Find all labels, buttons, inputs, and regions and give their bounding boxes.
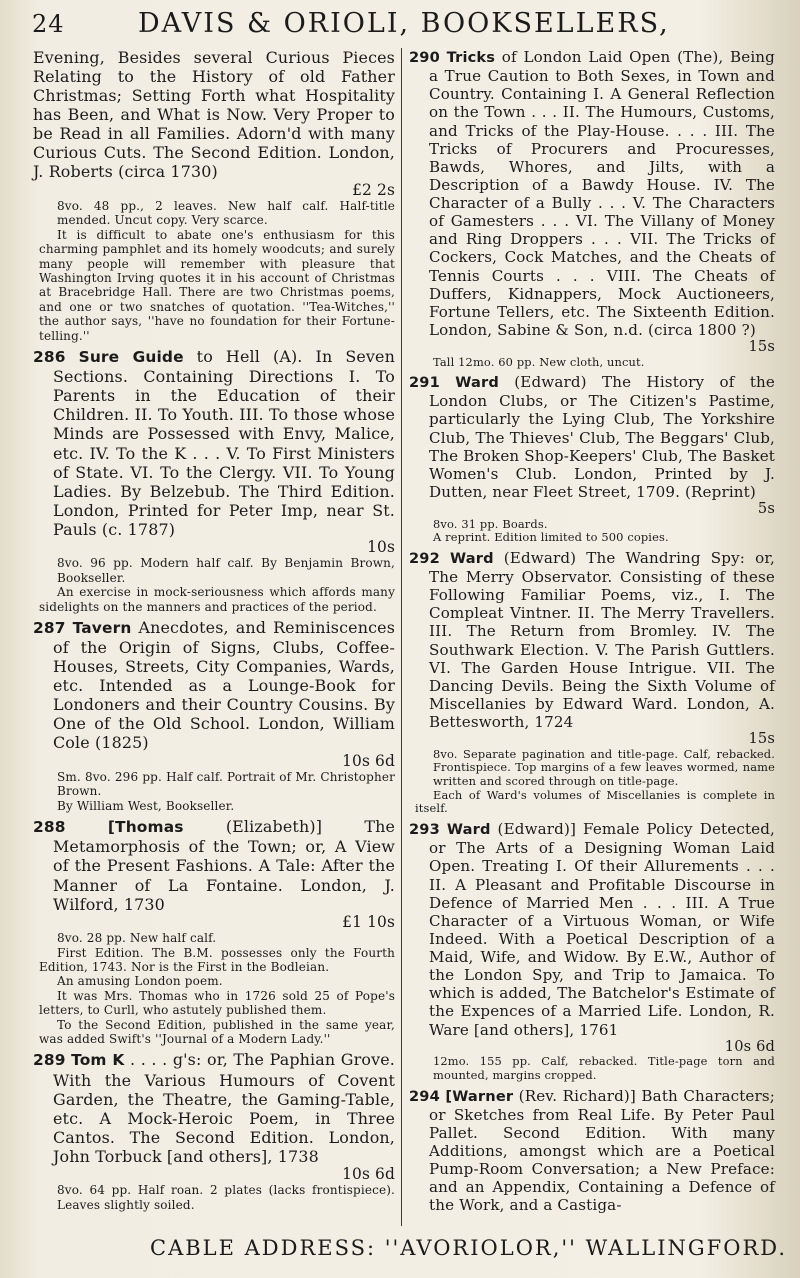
entry-description: Tall 12mo. 60 pp. New cloth, uncut. [433, 354, 645, 369]
entry-290 [409, 48, 775, 369]
entry-commentary: To the Second Edition, published in the same year, was added Swift's ''Journal of a Modern Lady.'' [39, 1017, 395, 1047]
lot-title-text: (Elizabeth)] The Metamorphosis of the Town; or, A View of the Present Fashions. A Tale: After the Manner of La Fontaine. London, J. Wilford, 1730 [53, 817, 396, 914]
entry-price: 5s [757, 500, 775, 518]
entry-description: Sm. 8vo. 296 pp. Half calf. Portrait of Mr. Christopher Brown. [57, 770, 395, 799]
entry-price: 10s [367, 537, 395, 556]
lot-title-text: of London Laid Open (The), Being a True Caution to Both Sexes, in Town and Country. Containing I. A General Reflection on the Town . . . II. The Humours, Customs, and Tricks of the Play-House. . . . III. The Tricks of Procurers and Procuresses, Bawds, Whores, and Jilts, with a Description of a Bawdy House. IV. The Character of a Bully . . . V. The Characters of Gamesters . . . VI. The Villany of Money and Ring Droppers . . . VII. The Tricks of Cockers, Cock Matches, and the Cheats of Tennis Courts . . . VIII. The Cheats of Duffers, Kidnappers, Mock Auctioneers, Fortune Tellers, etc. The Sixteenth Edition. London, Sabine & Son, n.d. (circa 1800 ?) [429, 48, 775, 339]
lot-heading: [Warner [445, 1087, 514, 1105]
entry-description: 8vo. 96 pp. Modern half calf. By Benjamin Brown, Bookseller. [57, 556, 395, 585]
entry-description: 12mo. 155 pp. Calf, rebacked. Title-page torn and mounted, margins cropped. [433, 1054, 775, 1082]
entry-288 [33, 817, 395, 1046]
entry-price: 15s [748, 730, 775, 748]
lot-title-text: Anecdotes, and Reminiscences of the Origin of Signs, Clubs, Coffee-Houses, Streets, City Companies, Wards, etc. Intended as a Lounge-Book for Londoners and their Country Cousins. By One of the Old School. London, William Cole (1825) [53, 618, 396, 753]
entry-description: 8vo. 64 pp. Half roan. 2 plates (lacks frontispiece). Leaves slightly soiled. [57, 1183, 395, 1212]
lot-number: 289 [33, 1051, 66, 1070]
entry-description: 8vo. 48 pp., 2 leaves. New half calf. Half-title mended. Uncut copy. Very scarce. [57, 199, 395, 228]
entry-price: 10s 6d [342, 751, 395, 770]
entry-continued [33, 48, 395, 343]
lot-number: 291 [409, 374, 440, 392]
lot-number: 294 [409, 1087, 440, 1105]
entry-title [33, 347, 395, 539]
lot-title-text: to Hell (A). In Seven Sections. Containing Directions I. To Parents in the Education of their Children. II. To Youth. III. To those whose Minds are Possessed with Envy, Malice, etc. IV. To the K . . . V. To First Ministers of State. VI. To the Clergy. VII. To Young Ladies. By Belzebub. The Third Edition. London, Printed for Peter Imp, near St. Pauls (c. 1787) [53, 347, 395, 539]
entry-291 [409, 373, 775, 545]
lot-title-text: (Edward) The History of the London Clubs, or The Citizen's Pastime, particularly the Lying Club, The Yorkshire Club, The Thieves' Club, The Beggars' Club, The Broken Shop-Keepers' Club, The Basket Women's Club. London, Printed by J. Dutten, near Fleet Street, 1709. (Reprint) [429, 373, 775, 501]
lot-number: 286 [33, 348, 66, 367]
lot-heading: Tom K [71, 1051, 125, 1070]
lot-heading: Ward [455, 374, 499, 392]
entry-description: 8vo. 31 pp. Boards. [433, 516, 548, 531]
entry-287 [33, 618, 395, 813]
lot-heading: Ward [450, 549, 494, 567]
entry-commentary: An amusing London poem. [57, 974, 223, 989]
entry-commentary: It was Mrs. Thomas who in 1726 sold 25 of Pope's letters, to Curll, who astutely published them. [39, 988, 395, 1018]
lot-number: 293 [409, 821, 440, 839]
entry-commentary: It is difficult to abate one's enthusiasm for this charming pamphlet and its homely woodcuts; and surely many people will remember with pleasure that Washington Irving quotes it in his account of Christmas at Bracebridge Hall. There are two Christmas poems, and one or two snatches of quotation. ''Tea-Witches,'' the author says, ''have no foundation for their Fortune-telling.'' [39, 227, 395, 343]
page-header [20, 6, 780, 42]
entry-commentary: A reprint. Edition limited to 500 copies. [433, 530, 669, 545]
column-divider [401, 48, 402, 1226]
entry-286 [33, 347, 395, 614]
left-column [33, 48, 395, 1216]
lot-title-text: (Edward)] Female Policy Detected, or The Arts of a Designing Woman Laid Open. Treating I. Of their Allurements . . . II. A Pleasant and Profitable Discourse in Defence of Married Men . . . III. A True Character of a Virtuous Woman, or Wife Indeed. With a Poetical Description of a Maid, Wife, and Widow. By E.W., Author of the London Spy, and Trip to Jamaica. To which is added, The Batchelor's Estimate of the Expences of a Married Life. London, R. Ware [and others], 1761 [429, 820, 775, 1039]
entry-commentary: An exercise in mock-seriousness which affords many sidelights on the manners and practices of the period. [39, 585, 395, 614]
entry-price: 10s 6d [342, 1164, 395, 1183]
entry-title [33, 817, 395, 913]
lot-number: 292 [409, 549, 440, 567]
entry-price: 10s 6d [724, 1037, 775, 1055]
entry-price: £2 2s [352, 180, 395, 199]
lot-number: 290 [409, 49, 440, 66]
right-column [409, 48, 775, 1218]
entry-title [409, 1087, 775, 1215]
entry-commentary: By William West, Bookseller. [57, 798, 235, 813]
entry-commentary: Each of Ward's volumes of Miscellanies is complete in itself. [415, 787, 775, 816]
entry-title [33, 618, 395, 753]
page-number: 24 [32, 10, 65, 38]
entry-commentary: First Edition. The B.M. possesses only the Fourth Edition, 1743. Nor is the First in the Bodleian. [39, 945, 395, 974]
entry-description: 8vo. Separate pagination and title-page. Calf, rebacked. Frontispiece. Top margins of a few leaves wormed, name written and scored through on title-page. [433, 746, 775, 789]
entry-title [409, 549, 775, 731]
entry-title: Evening, Besides several Curious Pieces Relating to the History of old Father Christmas; Setting Forth what Hospitality has Been, and What is Now. Very Proper to be Read in all Families. Adorn'd with many Curious Cuts. The Second Edition. London, J. Roberts (circa 1730) [33, 48, 395, 182]
lot-title-text: (Edward) The Wandring Spy: or, The Merry Observator. Consisting of these Following Familiar Poems, viz., I. The Compleat Vintner. II. The Merry Travellers. III. The Return from Bromley. IV. The Southwark Election. V. The Parish Guttlers. VI. The Garden House Intrigue. VII. The Dancing Devils. Being the Sixth Volume of Miscellanies by Edward Ward. London, A. Bettesworth, 1724 [429, 548, 775, 732]
entry-294 [409, 1087, 775, 1215]
entry-description: 8vo. 28 pp. New half calf. [57, 931, 217, 946]
lot-number: 287 [33, 619, 66, 638]
entry-title [409, 820, 775, 1039]
lot-heading: [Thomas [107, 818, 184, 837]
lot-title-text: (Rev. Richard)] Bath Characters; or Sketches from Real Life. By Peter Paul Pallet. Second Edition. With many Additions, amongst which are a Poetical Pump-Room Conversation; a New Preface: and an Appendix, Containing a Defence of the Work, and a Castiga- [429, 1086, 775, 1215]
entry-title [409, 373, 775, 501]
lot-title-text: . . . . g's: or, The Paphian Grove. With the Various Humours of Covent Garden, the Theatre, the Gaming-Table, etc. A Mock-Heroic Poem, in Three Cantos. The Second Edition. London, John Torbuck [and others], 1738 [53, 1050, 395, 1166]
entry-289 [33, 1050, 395, 1212]
lot-heading: Ward [446, 821, 491, 839]
entry-title [409, 48, 775, 339]
cable-address-footer: CABLE ADDRESS: ''AVORIOLOR,'' WALLINGFORD. [150, 1236, 788, 1260]
running-head: DAVIS & ORIOLI, BOOKSELLERS, [138, 8, 670, 39]
entry-293 [409, 820, 775, 1082]
lot-number: 288 [33, 818, 66, 837]
entry-292 [409, 549, 775, 816]
entry-title [33, 1050, 395, 1165]
entry-price: £1 10s [342, 912, 395, 931]
lot-heading: Tricks [446, 49, 496, 66]
lot-heading: Tavern [72, 619, 132, 638]
lot-heading: Sure Guide [78, 348, 184, 367]
entry-price: 15s [748, 338, 775, 355]
